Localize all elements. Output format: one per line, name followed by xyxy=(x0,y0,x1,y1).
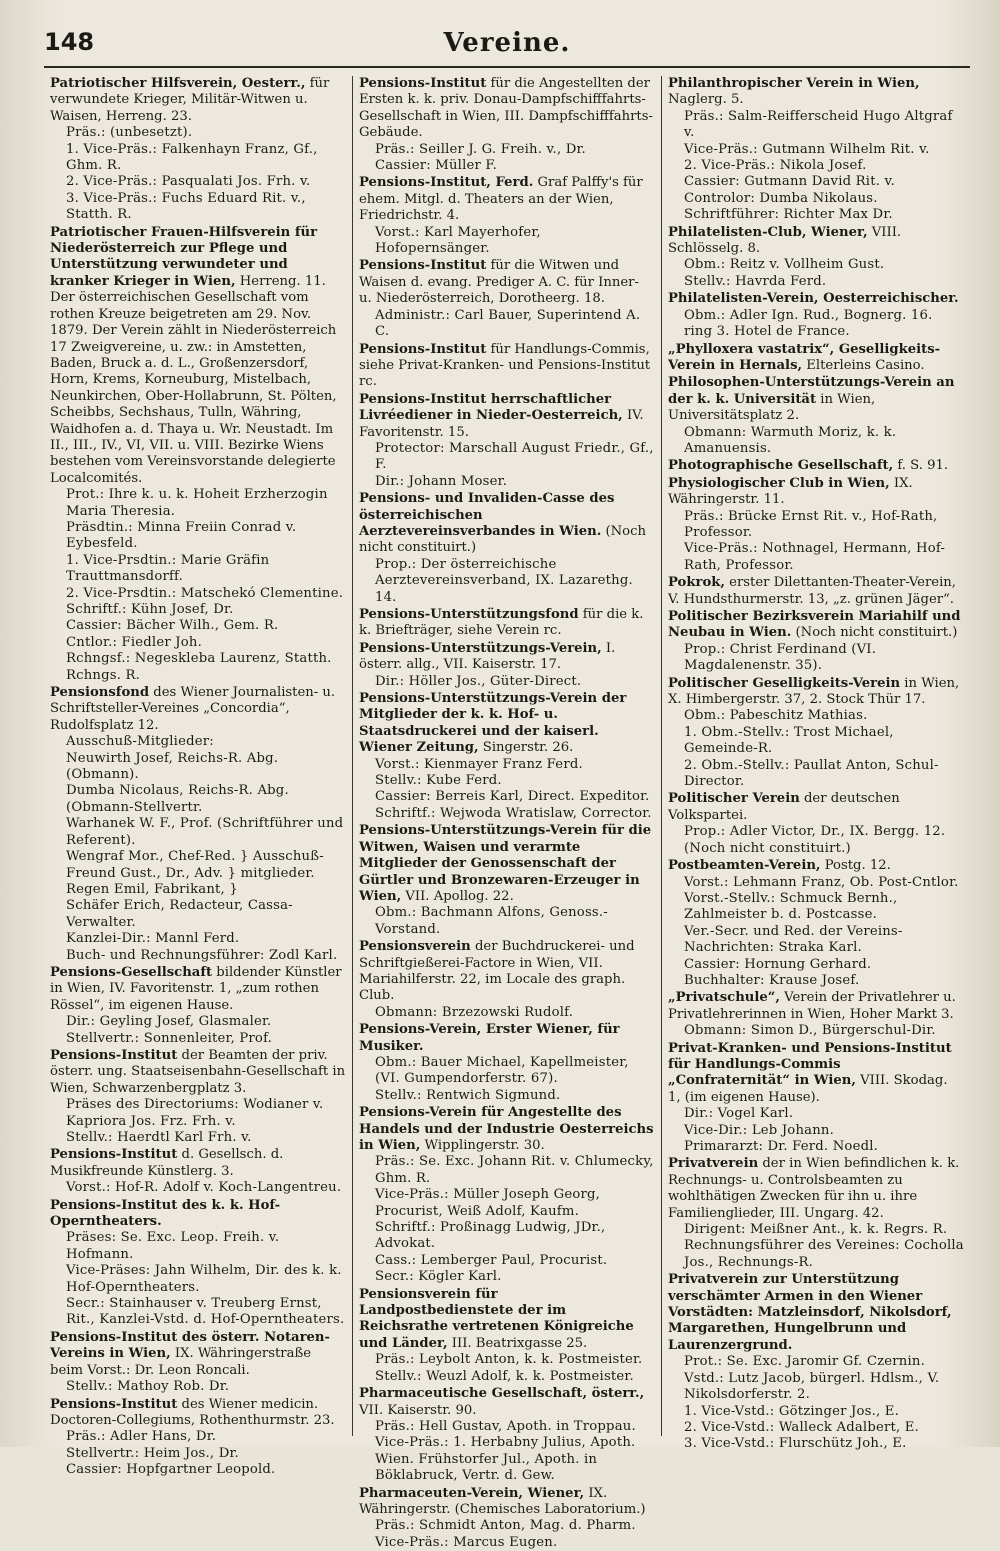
entry-heading xyxy=(668,375,964,424)
entry-detail-line: Vice-Präs.: Nothnagel, Hermann, Hof-Rath, Professor. xyxy=(684,541,946,573)
entry-title: Pensions-Unterstützungs-Verein der Mitglieder der k. k. Hof- u. Staatsdruckerei und der kaiserl. Wiener Zeitung, xyxy=(359,691,627,756)
entry-detail-line: Neuwirth Josef, Reichs-R. Abg. (Obmann). xyxy=(66,750,279,783)
entry-heading xyxy=(359,175,655,224)
entry-detail-line: Präs.: Hell Gustav, Apoth. in Troppau. xyxy=(375,1418,636,1434)
entry-heading xyxy=(50,965,346,1014)
entry-description: der deutschen Volkspartei. xyxy=(668,791,900,823)
entry-heading xyxy=(359,1022,655,1055)
entry-title: Pensions-Institut xyxy=(359,258,487,274)
entry-description: VIII. Schlösselg. 8. xyxy=(668,224,902,257)
directory-entry xyxy=(359,1287,655,1385)
entry-detail-line: Obmann: Warmuth Moriz, k. k. Amanuensis. xyxy=(684,424,897,456)
entry-detail-line: 1. Vice-Prsdtin.: Marie Gräfin Trauttmansdorff. xyxy=(66,552,270,585)
directory-entry xyxy=(668,291,964,340)
entry-title: „Phylloxera vastatrix“, Geselligkeits-Verein in Hernals, xyxy=(668,341,941,373)
entry-detail-line: Cassier: Berreis Karl, Direct. Expeditor. xyxy=(375,789,650,805)
entry-heading xyxy=(359,1105,655,1154)
directory-entry xyxy=(50,1048,346,1146)
entry-detail-line: Prot.: Se. Exc. Jaromir Gf. Czernin. xyxy=(684,1354,925,1370)
entry-heading xyxy=(668,858,964,874)
entry-detail-line: Controlor: Dumba Nikolaus. xyxy=(684,190,878,206)
entry-detail-line: Vice-Dir.: Leb Johann. xyxy=(684,1122,834,1138)
entry-description: Singerstr. 26. xyxy=(478,740,574,756)
entry-detail-line: 3. Vice-Präs.: Fuchs Eduard Rit. v., Statth. R. xyxy=(66,190,306,223)
entry-detail-line: Vorst.: Kienmayer Franz Ferd. xyxy=(375,756,583,772)
entry-detail-line: Dir.: Geyling Josef, Glasmaler. xyxy=(66,1014,272,1030)
entry-heading xyxy=(50,1397,346,1430)
entry-detail-line: Schriftf.: Kühn Josef, Dr. xyxy=(66,602,234,617)
entry-heading xyxy=(668,291,964,307)
entry-detail-line: Regen Emil, Fabrikant, } xyxy=(66,881,238,897)
directory-entry xyxy=(668,1041,964,1156)
column-2 xyxy=(352,76,661,1550)
directory-entry xyxy=(359,258,655,340)
directory-entry xyxy=(668,458,964,474)
entry-heading xyxy=(668,1156,964,1222)
entry-description: IX. Währingerstr. 11. xyxy=(668,475,913,508)
entry-title: Philosophen-Unterstützungs-Verein an der k. k. Universität xyxy=(668,375,955,407)
entry-detail-line: Obm.: Pabeschitz Mathias. xyxy=(684,708,868,724)
entry-detail-line: Secr.: Stainhauser v. Treuberg Ernst, Rit., Kanzlei-Vstd. d. Hof-Operntheaters. xyxy=(66,1296,345,1328)
entry-heading xyxy=(668,791,964,824)
entry-detail-line: 2. Vice-Vstd.: Walleck Adalbert, E. xyxy=(684,1419,920,1435)
entry-detail-line: Präses: Se. Exc. Leop. Freih. v. Hofmann. xyxy=(66,1230,280,1262)
entry-description: IX. Währingerstr. (Chemisches Laboratorium.) xyxy=(359,1485,646,1517)
entry-description: Postg. 12. xyxy=(820,858,891,874)
entry-detail-line: Dir.: Johann Moser. xyxy=(375,473,508,489)
entry-detail-line: Vorst.: Hof-R. Adolf v. Koch-Langentreu. xyxy=(66,1180,342,1196)
entry-detail-line: 2. Obm.-Stellv.: Paullat Anton, Schul-Director. xyxy=(684,757,939,790)
entry-title: Photographische Gesellschaft, xyxy=(668,458,894,474)
entry-detail-line: Obm.: Adler Ign. Rud., Bognerg. 16. ring 3. Hotel de France. xyxy=(684,307,933,340)
entry-title: Pensions-Institut, Ferd. xyxy=(359,175,534,191)
entry-title: Pensionsverein für Landpostbedienstete der im Reichsrathe vertretenen Königreiche und Länder, xyxy=(359,1286,634,1351)
entry-detail-line: Cassier: Gutmann David Rit. v. xyxy=(684,174,895,190)
entry-heading xyxy=(668,575,964,608)
entry-description: für die Angestellten der Ersten k. k. priv. Donau-Dampfschifffahrts-Gesellschaft in Wien, III. Dampfschifffahrts-Gebäude. xyxy=(359,76,653,141)
entry-description: der Buchdruckerei- und Schriftgießerei-Factore in Wien, VII. Mariahilferstr. 22, im Locale des graph. Club. xyxy=(359,939,635,1004)
directory-entry xyxy=(359,1486,655,1551)
entry-description: III. Beatrixgasse 25. xyxy=(447,1335,588,1351)
entry-title: Pensions-Verein für Angestellte des Handels und der Industrie Oesterreichs in Wien, xyxy=(359,1105,654,1153)
entry-detail-line: Prop.: Adler Victor, Dr., IX. Bergg. 12. (Noch nicht constituirt.) xyxy=(684,824,946,856)
entry-heading xyxy=(668,990,964,1023)
entry-title: Pensions-Institut des k. k. Hof-Operntheaters. xyxy=(50,1197,281,1230)
entry-heading xyxy=(668,225,964,258)
entry-detail-line: Prot.: Ihre k. u. k. Hoheit Erzherzogin Maria Theresia. xyxy=(66,487,328,519)
entry-detail-line: Schriftf.: Wejwoda Wratislaw, Corrector. xyxy=(375,805,652,821)
directory-entry xyxy=(50,965,346,1047)
entry-title: Patriotischer Hilfsverein, Oesterr., xyxy=(50,76,306,91)
directory-entry xyxy=(359,76,655,174)
directory-entry xyxy=(668,791,964,857)
entry-detail-line: Protector: Marschall August Friedr., Gf., F. xyxy=(375,440,654,473)
entry-heading xyxy=(668,458,964,474)
directory-entry xyxy=(359,1105,655,1285)
entry-detail-line: Cntlor.: Fiedler Joh. xyxy=(66,634,202,650)
directory-entry xyxy=(668,609,964,675)
directory-entry xyxy=(668,1156,964,1271)
entry-title: Pokrok, xyxy=(668,575,725,591)
entry-description: IX. Währingerstraße beim Vorst.: Dr. Leon Roncali. xyxy=(50,1346,312,1378)
entry-detail-line: 3. Vice-Vstd.: Flurschütz Joh., E. xyxy=(684,1436,907,1452)
entry-heading xyxy=(359,392,655,441)
entry-title: Pensions-Unterstützungs-Verein, xyxy=(359,640,602,656)
column-3 xyxy=(661,76,970,1452)
entry-heading xyxy=(668,342,964,375)
entry-detail-line: Präs.: Seiller J. G. Freih. v., Dr. xyxy=(375,141,586,157)
entry-detail-line: Präs.: Leybolt Anton, k. k. Postmeister. xyxy=(375,1352,643,1368)
directory-entry xyxy=(50,76,346,224)
entry-title: Politischer Bezirksverein Mariahilf und Neubau in Wien. xyxy=(668,609,961,641)
entry-heading xyxy=(359,258,655,307)
entry-detail-line: Präs.: (unbesetzt). xyxy=(66,125,193,141)
entry-description: VII. Apollog. 22. xyxy=(401,888,514,904)
entry-detail-line: Stellv.: Haerdtl Karl Frh. v. xyxy=(66,1130,252,1145)
directory-entry xyxy=(668,575,964,608)
entry-detail-line: Ver.-Secr. und Red. der Vereins-Nachrichten: Straka Karl. xyxy=(684,923,903,956)
entry-title: Pensions-Institut xyxy=(359,76,487,91)
entry-description: Wipplingerstr. 30. xyxy=(420,1138,545,1153)
directory-entry xyxy=(359,175,655,257)
entry-detail-line: Stellv.: Havrda Ferd. xyxy=(684,273,827,289)
entry-detail-line: Cass.: Lemberger Paul, Procurist. xyxy=(375,1252,608,1268)
entry-heading xyxy=(359,823,655,905)
directory-entry xyxy=(668,858,964,989)
entry-detail-line: Vstd.: Lutz Jacob, bürgerl. Hdlsm., V. Nikolsdorferstr. 2. xyxy=(684,1370,940,1403)
directory-entry xyxy=(50,685,346,964)
directory-entry xyxy=(668,225,964,291)
entry-detail-line: Buchhalter: Krause Josef. xyxy=(684,972,860,988)
entry-description: Verein der Privatlehrer u. Privatlehrerinnen in Wien, Hoher Markt 3. xyxy=(668,990,956,1022)
directory-entry xyxy=(50,1330,346,1396)
entry-heading xyxy=(668,676,964,709)
entry-detail-line: Schriftf.: Proßinagg Ludwig, JDr., Advokat. xyxy=(375,1220,606,1252)
entry-title: Pensions-Unterstützungs-Verein für die Witwen, Waisen und verarmte Mitglieder der Genossenschaft der Gürtler und Bronzewaren-Erzeuger in Wien, xyxy=(359,823,652,904)
entry-description: IV. Favoritenstr. 15. xyxy=(359,408,644,440)
page-header xyxy=(44,26,970,68)
entry-detail-line: 1. Vice-Vstd.: Götzinger Jos., E. xyxy=(684,1403,899,1419)
directory-entry xyxy=(359,342,655,391)
entry-heading xyxy=(50,685,346,734)
entry-detail-line: Prop.: Der österreichische Aerztevereinsverband, IX. Lazarethg. 14. xyxy=(375,556,633,605)
directory-entry xyxy=(668,76,964,224)
entry-detail-line: Obm.: Bauer Michael, Kapellmeister, (VI. Gumpendorferstr. 67). xyxy=(375,1054,629,1087)
entry-detail-line: Kanzlei-Dir.: Mannl Ferd. xyxy=(66,931,240,947)
entry-description: (Noch nicht constituirt.) xyxy=(359,523,646,556)
entry-detail-line: Präs.: Salm-Reifferscheid Hugo Altgraf v. xyxy=(684,108,953,141)
entry-heading xyxy=(668,609,964,642)
directory-entry xyxy=(668,476,964,574)
entry-description: Herreng. 11. Der österreichischen Gesellschaft vom rothen Kreuze beigetreten am 29. Nov. 1879. Der Verein zählt in Niederösterreich 17 Zweigvereine, u. zw.: in Amstetten, Baden, Bruck a. d. L., Großenzersdorf, Horn, Krems, Korneuburg, Mistelbach, Neunkirchen, Ober-Hollabrunn, St. Pölten, Scheibbs, Sechshaus, Tulln, Währing, Waidhofen a. d. Thaya u. Wr. Neustadt. Im II., III., IV., VI, VII. u. VIII. Bezirke Wiens bestehen vom Vereinsvorstande delegierte Localcomités. xyxy=(50,273,337,486)
entry-description: erster Dilettanten-Theater-Verein, V. Hundsthurmerstr. 13, „z. grünen Jäger“. xyxy=(668,575,956,607)
page-number: 148 xyxy=(44,28,95,56)
entry-heading xyxy=(50,1147,346,1180)
directory-entry xyxy=(668,342,964,375)
directory-entry xyxy=(359,607,655,640)
entry-description: für die k. k. Briefträger, siehe Verein rc. xyxy=(359,607,644,639)
entry-description: bildender Künstler in Wien, IV. Favoritenstr. 1, „zum rothen Rössel“, im eigenen Hause. xyxy=(50,964,342,1013)
entry-detail-line: Cassier: Hopfgartner Leopold. xyxy=(66,1462,276,1478)
entry-detail-line: Präsdtin.: Minna Freiin Conrad v. Eybesfeld. xyxy=(66,519,297,552)
entry-detail-line: Dirigent: Meißner Ant., k. k. Regrs. R. xyxy=(684,1222,948,1238)
entry-detail-line: Secr.: Kögler Karl. xyxy=(375,1269,502,1285)
entry-title: Pensions-Institut xyxy=(50,1047,178,1063)
entry-title: Pensions-Institut xyxy=(50,1396,178,1412)
entry-title: Privat-Kranken- und Pensions-Institut für Handlungs-Commis „Confraternität“ in Wien, xyxy=(668,1040,952,1089)
directory-entry xyxy=(359,823,655,938)
entry-heading xyxy=(359,641,655,674)
column-1 xyxy=(44,76,352,1478)
entry-detail-line: Präses des Directoriums: Wodianer v. Kapriora Jos. Frz. Frh. v. xyxy=(66,1097,324,1129)
entry-title: Pensions-Institut des österr. Notaren-Vereins in Wien, xyxy=(50,1329,330,1362)
entry-detail-line: Präs.: Adler Hans, Dr. xyxy=(66,1429,217,1445)
entry-detail-line: Ausschuß-Mitglieder: xyxy=(66,734,214,750)
entry-heading xyxy=(359,1287,655,1353)
directory-entry xyxy=(359,392,655,490)
entry-detail-line: Obmann: Simon D., Bürgerschul-Dir. xyxy=(684,1023,936,1039)
directory-entry xyxy=(50,1198,346,1329)
directory-entry xyxy=(50,1397,346,1479)
entry-title: Philatelisten-Club, Wiener, xyxy=(668,224,868,240)
entry-title: Philanthropischer Verein in Wien, xyxy=(668,76,920,91)
entry-detail-line: 1. Obm.-Stellv.: Trost Michael, Gemeinde-R. xyxy=(684,724,894,757)
entry-title: „Privatschule“, xyxy=(668,990,780,1006)
entry-title: Philatelisten-Verein, Oesterreichischer. xyxy=(668,291,959,307)
entry-title: Politischer Verein xyxy=(668,791,800,807)
entry-detail-line: Vice-Präs.: Müller Joseph Georg, Procurist, Weiß Adolf, Kaufm. xyxy=(375,1187,601,1219)
entry-heading xyxy=(359,691,655,757)
entry-description: in Wien, X. Himbergerstr. 37, 2. Stock Thür 17. xyxy=(668,675,960,708)
entry-description: Elterleins Casino. xyxy=(802,357,925,373)
entry-title: Pensions-Unterstützungsfond xyxy=(359,607,579,622)
directory-entry xyxy=(359,939,655,1021)
entry-heading xyxy=(359,1386,655,1419)
entry-detail-line: Schriftführer: Richter Max Dr. xyxy=(684,207,893,223)
entry-title: Patriotischer Frauen-Hilfsverein für Niederösterreich zur Pflege und Unterstützung verwundeter und kranker Krieger in Wien, xyxy=(50,224,318,289)
entry-detail-line: Stellv.: Rentwich Sigmund. xyxy=(375,1087,561,1103)
entry-description: f. S. 91. xyxy=(893,458,949,474)
entry-description: (Noch nicht constituirt.) xyxy=(791,625,958,641)
entry-title: Privatverein xyxy=(668,1156,759,1172)
entry-description: Naglerg. 5. xyxy=(668,92,744,108)
entry-heading xyxy=(359,491,655,557)
directory-entry xyxy=(50,1147,346,1196)
entry-description: des Wiener Journalisten- u. Schriftsteller-Vereines „Concordia“, Rudolfsplatz 12. xyxy=(50,685,336,733)
entry-title: Pensionsfond xyxy=(50,685,150,701)
directory-entry xyxy=(359,491,655,606)
entry-heading xyxy=(50,1330,346,1379)
entry-heading xyxy=(359,607,655,640)
entry-detail-line: 1. Vice-Präs.: Falkenhayn Franz, Gf., Ghm. R. xyxy=(66,141,318,174)
entry-detail-line: Freund Gust., Dr., Adv. } mitglieder. xyxy=(66,865,315,881)
entry-detail-line: Rechnungsführer des Vereines: Cocholla Jos., Rechnungs-R. xyxy=(684,1238,964,1270)
entry-detail-line: Buch- und Rechnungsführer: Zodl Karl. xyxy=(66,947,338,963)
entry-title: Pensions-Gesellschaft xyxy=(50,964,213,980)
entry-title: Postbeamten-Verein, xyxy=(668,858,821,874)
entry-heading xyxy=(359,1486,655,1519)
entry-heading xyxy=(50,76,346,125)
entry-description: für Handlungs-Commis, siehe Privat-Kranken- und Pensions-Institut rc. xyxy=(359,341,651,390)
entry-detail-line: Cassier: Hornung Gerhard. xyxy=(684,956,872,972)
entry-detail-line: 2. Vice-Präs.: Nikola Josef. xyxy=(684,158,867,174)
entry-detail-line: Vorst.: Karl Mayerhofer, Hofopernsänger. xyxy=(375,224,541,257)
entry-title: Pharmaceutische Gesellschaft, österr., xyxy=(359,1386,645,1402)
entry-detail-line: Präs.: Se. Exc. Johann Rit. v. Chlumecky, Ghm. R. xyxy=(375,1154,654,1186)
entry-title: Pensions-Institut xyxy=(359,341,487,357)
entry-heading xyxy=(668,476,964,509)
entry-heading xyxy=(359,76,655,142)
entry-heading xyxy=(50,225,346,488)
running-head: Vereine. xyxy=(443,28,571,58)
entry-detail-line: Wengraf Mor., Chef-Red. } Ausschuß- xyxy=(66,849,324,865)
entry-title: Physiologischer Club in Wien, xyxy=(668,475,890,491)
entry-description: Graf Palffy's für ehem. Mitgl. d. Theaters an der Wien, Friedrichstr. 4. xyxy=(359,175,643,224)
columns xyxy=(44,76,970,1550)
entry-detail-line: Cassier: Müller F. xyxy=(375,158,498,174)
entry-detail-line: Stellvertr.: Sonnenleiter, Prof. xyxy=(66,1030,273,1046)
entry-description: d. Gesellsch. d. Musikfreunde Künstlerg. 3. xyxy=(50,1147,284,1179)
entry-description: I. österr. allg., VII. Kaiserstr. 17. xyxy=(359,640,616,673)
entry-description: der in Wien befindlichen k. k. Rechnungs- u. Controlsbeamten zu wohlthätigen Zwecken für ihn u. ihre Familienglieder, III. Ungarg. 42. xyxy=(668,1156,960,1221)
entry-detail-line: Vorst.-Stellv.: Schmuck Bernh., Zahlmeister b. d. Postcasse. xyxy=(684,890,898,923)
entry-detail-line: Dir.: Vogel Karl. xyxy=(684,1106,794,1122)
entry-heading xyxy=(668,76,964,109)
entry-detail-line: 2. Vice-Prsdtin.: Matschekó Clementine. xyxy=(66,585,344,601)
directory-entry xyxy=(668,375,964,457)
entry-detail-line: Dumba Nicolaus, Reichs-R. Abg. (Obmann-Stellvertr. xyxy=(66,783,289,815)
entry-detail-line: 2. Vice-Präs.: Pasqualati Jos. Frh. v. xyxy=(66,174,311,190)
entry-detail-line: Cassier: Bächer Wilh., Gem. R. xyxy=(66,618,279,634)
entry-detail-line: Vice-Präs.: 1. Herbabny Julius, Apoth. Wien. Frühstorfer Jul., Apoth. in Böklabruck, Vertr. d. Gew. xyxy=(375,1435,636,1484)
directory-entry xyxy=(359,641,655,690)
entry-detail-line: Stellvertr.: Heim Jos., Dr. xyxy=(66,1445,239,1461)
entry-detail-line: Obmann: Brzezowski Rudolf. xyxy=(375,1004,574,1020)
entry-detail-line: Vorst.: Lehmann Franz, Ob. Post-Cntlor. xyxy=(684,874,959,890)
entry-detail-line: Obm.: Bachmann Alfons, Genoss.-Vorstand. xyxy=(375,905,608,937)
entry-detail-line: Präs.: Schmidt Anton, Mag. d. Pharm. xyxy=(375,1518,636,1534)
entry-title: Pensions-Verein, Erster Wiener, für Musiker. xyxy=(359,1022,620,1054)
entry-detail-line: Rchngsf.: Negeskleba Laurenz, Statth. Rchngs. R. xyxy=(66,651,332,683)
entry-title: Pensionsverein xyxy=(359,939,471,955)
entry-description: in Wien, Universitätsplatz 2. xyxy=(668,391,876,424)
entry-detail-line: Prop.: Christ Ferdinand (VI. Magdalenenstr. 35). xyxy=(684,641,877,674)
entry-title: Pensions-Institut xyxy=(50,1147,178,1163)
entry-detail-line: Schäfer Erich, Redacteur, Cassa-Verwalter. xyxy=(66,898,293,930)
entry-detail-line: Primararzt: Dr. Ferd. Noedl. xyxy=(684,1139,879,1154)
entry-detail-line: Vice-Präs.: Marcus Eugen. xyxy=(375,1534,558,1550)
entry-description: VIII. Skodag. 1, (im eigenen Hause). xyxy=(668,1073,948,1105)
entry-detail-line: Stellv.: Kube Ferd. xyxy=(375,773,502,789)
entry-detail-line: Vice-Präses: Jahn Wilhelm, Dir. des k. k. Hof-Operntheaters. xyxy=(66,1263,342,1295)
entry-title: Pharmaceuten-Verein, Wiener, xyxy=(359,1485,585,1501)
entry-description: für verwundete Krieger, Militär-Witwen u. Waisen, Herreng. 23. xyxy=(50,76,330,124)
directory-entry xyxy=(50,225,346,684)
directory-entry xyxy=(359,1022,655,1104)
entry-description: des Wiener medicin. Doctoren-Collegiums, Rothenthurmstr. 23. xyxy=(50,1396,335,1428)
entry-title: Politischer Geselligkeits-Verein xyxy=(668,675,901,691)
entry-detail-line: Vice-Präs.: Gutmann Wilhelm Rit. v. xyxy=(684,141,930,157)
directory-entry xyxy=(668,990,964,1039)
directory-entry xyxy=(359,1386,655,1484)
entry-heading xyxy=(359,939,655,1005)
entry-heading xyxy=(359,342,655,391)
entry-description: VII. Kaiserstr. 90. xyxy=(359,1402,477,1418)
entry-detail-line: Warhanek W. F., Prof. (Schriftführer und Referent). xyxy=(66,816,344,848)
entry-detail-line: Administr.: Carl Bauer, Superintend A. C. xyxy=(375,307,641,340)
directory-entry xyxy=(668,676,964,791)
entry-heading xyxy=(668,1272,964,1354)
entry-title: Privatverein zur Unterstützung verschämter Armen in den Wiener Vorstädten: Matzleinsdorf, Nikolsdorf, Margarethen, Hungelbrunn und Laurenzergrund. xyxy=(668,1272,952,1353)
entry-heading xyxy=(668,1041,964,1107)
entry-detail-line: Dir.: Höller Jos., Güter-Direct. xyxy=(375,673,582,689)
entry-title: Pensions-Institut herrschaftlicher Livréediener in Nieder-Oesterreich, xyxy=(359,391,623,424)
entry-detail-line: Stellv.: Mathoy Rob. Dr. xyxy=(66,1379,230,1395)
directory-entry xyxy=(359,691,655,822)
entry-title: Pensions- und Invaliden-Casse des österreichischen Aerztevereinsverbandes in Wien. xyxy=(359,491,615,539)
entry-heading xyxy=(50,1048,346,1097)
entry-heading xyxy=(50,1198,346,1231)
entry-description: für die Witwen und Waisen d. evang. Prediger A. C. für Inner- u. Niederösterreich, Dorotheerg. 18. xyxy=(359,258,639,307)
directory-entry xyxy=(668,1272,964,1452)
entry-detail-line: Präs.: Brücke Ernst Rit. v., Hof-Rath, Professor. xyxy=(684,508,938,540)
entry-detail-line: Stellv.: Weuzl Adolf, k. k. Postmeister. xyxy=(375,1368,634,1384)
entry-description: der Beamten der priv. österr. ung. Staatseisenbahn-Gesellschaft in Wien, Schwarzenbergplatz 3. xyxy=(50,1047,346,1096)
entry-detail-line: Obm.: Reitz v. Vollheim Gust. xyxy=(684,257,885,273)
